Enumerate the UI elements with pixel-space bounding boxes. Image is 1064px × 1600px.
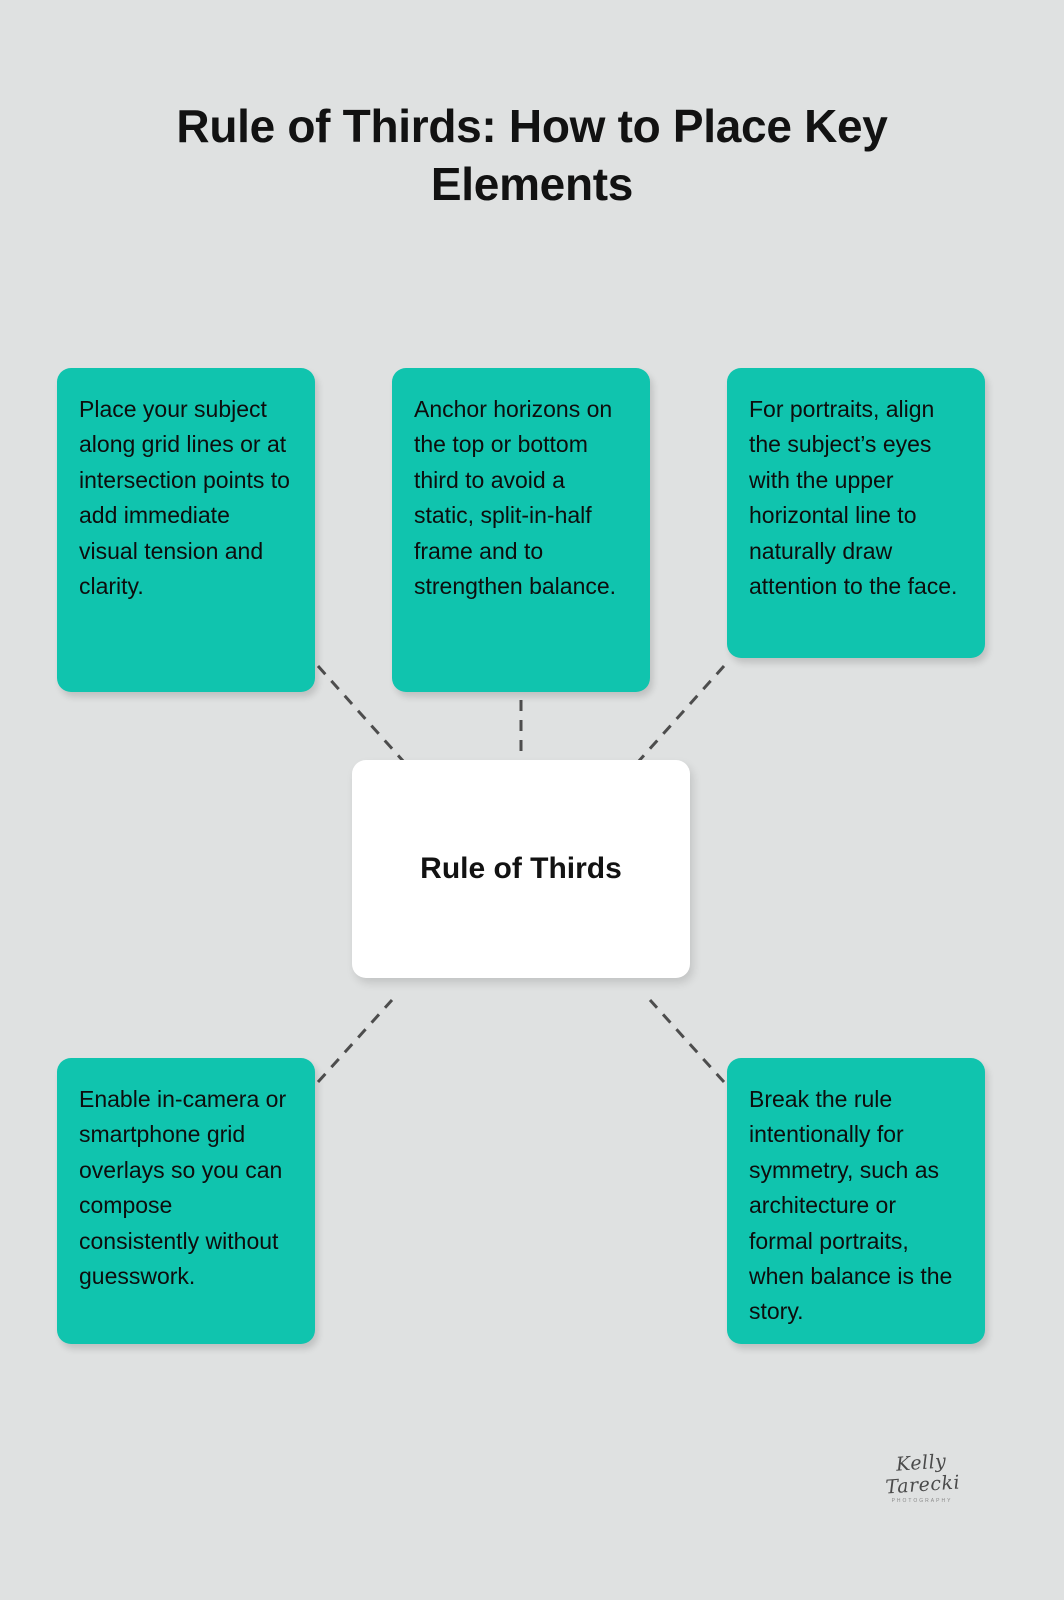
center-node [352,760,690,978]
node-card-1 [57,368,315,692]
node-card-2-text: Anchor horizons on the top or bottom third to avoid a static, split-in-half frame and to strengthen balance. [414,396,617,600]
node-card-4 [57,1058,315,1344]
node-card-3-text: For portraits, align the subject’s eyes with the upper horizontal line to naturally draw attention to the face. [749,396,958,600]
signature-subtitle: PHOTOGRAPHY [891,1498,953,1504]
connector-node-3 [638,666,724,762]
page-title: Rule of Thirds: How to Place Key Elements [176,100,888,210]
node-card-5 [727,1058,985,1344]
node-card-2 [392,368,650,692]
connector-node-1 [318,666,404,762]
connector-node-5 [650,1000,724,1082]
brand-signature [862,1452,982,1504]
signature-name: Kelly Tarecki [884,1450,961,1499]
node-card-4-text: Enable in-camera or smartphone grid overlays so you can compose consistently without guesswork. [79,1086,287,1290]
node-card-5-text: Break the rule intentionally for symmetry, such as architecture or formal portraits, when balance is the story. [749,1086,953,1325]
node-card-1-text: Place your subject along grid lines or at intersection points to add immediate visual tension and clarity. [79,396,290,600]
connector-node-4 [318,1000,392,1082]
node-card-3 [727,368,985,658]
center-node-label: Rule of Thirds [420,852,622,885]
